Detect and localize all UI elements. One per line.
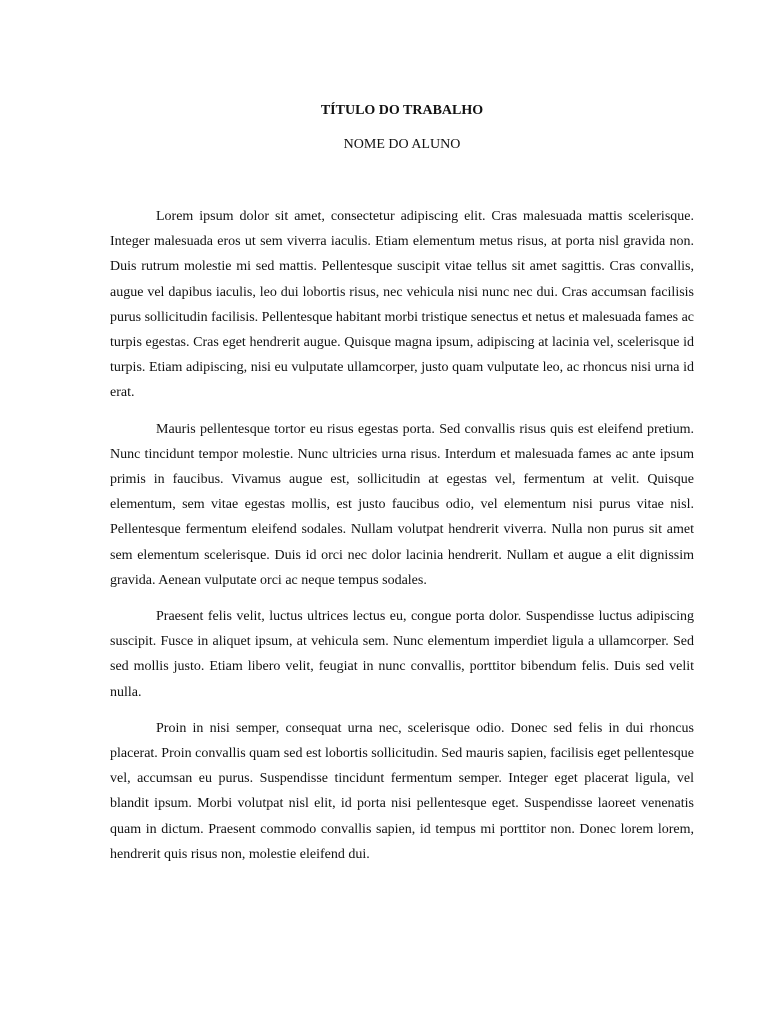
paragraph: Proin in nisi semper, consequat urna nec, scelerisque odio. Donec sed felis in dui rhoncus placerat. Proin convallis quam sed est lobortis sollicitudin. Sed mauris sapien, facilisis eget pellentesque vel, accumsan eu purus. Suspendisse tincidunt fermentum semper. Integer eget placerat ligula, vel blandit ipsum. Morbi volutpat nisl elit, id porta nisi pellentesque eget. Suspendisse laoreet venenatis quam in dictum. Praesent commodo convallis sapien, id tempus mi porttitor non. Donec lorem lorem, hendrerit quis risus non, molestie eleifend dui.	[110, 720, 694, 862]
document-body	[110, 204, 694, 867]
paragraph: Mauris pellentesque tortor eu risus egestas porta. Sed convallis risus quis est eleifend pretium. Nunc tincidunt tempor molestie. Nunc ultricies urna risus. Interdum et malesuada fames ac ante ipsum primis in faucibus. Vivamus augue est, sollicitudin at egestas vel, fermentum at velit. Quisque elementum, sem vitae egestas mollis, est justo faucibus odio, vel elementum nisi purus vitae nisl. Pellentesque fermentum eleifend sodales. Nullam volutpat hendrerit viverra. Nulla non purus sit amet sem elementum scelerisque. Duis id orci nec dolor lacinia hendrerit. Nullam et augue a elit dignissim gravida. Aenean vulputate orci ac neque tempus sodales.	[110, 421, 694, 588]
document-page	[110, 101, 694, 878]
author-name: NOME DO ALUNO	[343, 137, 461, 152]
document-title: TÍTULO DO TRABALHO	[320, 103, 484, 118]
paragraph: Praesent felis velit, luctus ultrices lectus eu, congue porta dolor. Suspendisse luctus adipiscing suscipit. Fusce in aliquet ipsum, at vehicula sem. Nunc elementum imperdiet ligula a ullamcorper. Sed sed mollis justo. Etiam libero velit, feugiat in nunc convallis, porttitor bibendum felis. Duis sed velit nulla.	[110, 609, 694, 700]
paragraph: Lorem ipsum dolor sit amet, consectetur adipiscing elit. Cras malesuada mattis scelerisque. Integer malesuada eros ut sem viverra iaculis. Etiam elementum metus risus, at porta nisl gravida non. Duis rutrum molestie mi sed mattis. Pellentesque suscipit vitae tellus sit amet sagittis. Cras convallis, augue vel dapibus iaculis, leo dui lobortis risus, nec vehicula nisi nunc nec dui. Cras accumsan facilisis purus sollicitudin facilisis. Pellentesque habitant morbi tristique senectus et netus et malesuada fames ac turpis egestas. Cras eget hendrerit augue. Quisque magna ipsum, adipiscing at lacinia vel, scelerisque id turpis. Etiam adipiscing, nisi eu vulputate ullamcorper, justo quam vulputate leo, ac rhoncus nisi urna id erat.	[110, 209, 694, 401]
